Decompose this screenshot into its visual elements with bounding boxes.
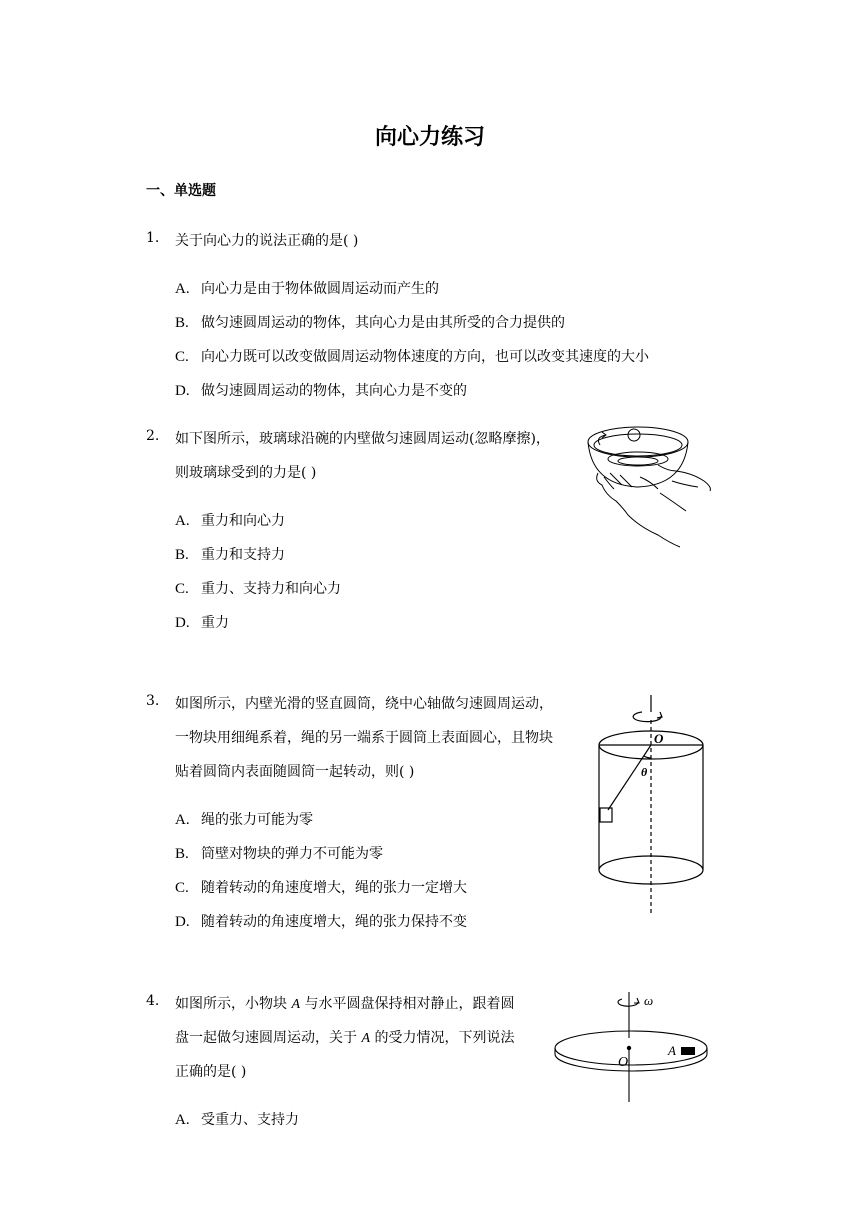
question-3-option-c[interactable]: C. 随着转动的角速度增大，绳的张力一定增大 [175,880,467,896]
cylinder-center-label: O [654,731,664,746]
question-2-option-c[interactable]: C. 重力、支持力和向心力 [175,581,341,597]
question-2-option-b[interactable]: B. 重力和支持力 [175,547,285,563]
question-3-option-a[interactable]: A. 绳的张力可能为零 [175,812,313,828]
question-2-stem-line-1: 如下图所示，玻璃球沿碗的内壁做匀速圆周运动(忽略摩擦)， [175,431,550,447]
question-1-option-b[interactable]: B. 做匀速圆周运动的物体，其向心力是由其所受的合力提供的 [175,315,565,331]
question-1-number: 1. [146,230,160,246]
question-1-option-d[interactable]: D. 做匀速圆周运动的物体，其向心力是不变的 [175,383,467,399]
question-3-option-d[interactable]: D. 随着转动的角速度增大，绳的张力保持不变 [175,914,467,930]
question-3-stem-line-3: 贴着圆筒内表面随圆筒一起转动，则( ) [175,764,415,780]
question-4-stem-line-2: 盘一起做匀速圆周运动，关于 A 的受力情况，下列说法 [175,1030,515,1046]
question-4-number: 4. [146,993,160,1009]
question-3-number: 3. [146,693,160,709]
bowl-hand-figure [580,415,720,550]
question-4-option-a[interactable]: A. 受重力、支持力 [175,1112,299,1128]
question-2-stem-line-2: 则玻璃球受到的力是( ) [175,465,317,481]
disk-figure [548,988,718,1103]
page-title: 向心力练习 [374,125,485,150]
question-3-option-b[interactable]: B. 筒壁对物块的弹力不可能为零 [175,846,383,862]
cylinder-figure [590,690,715,915]
question-4-stem-line-3: 正确的是( ) [175,1064,247,1080]
question-3-stem-line-1: 如图所示，内壁光滑的竖直圆筒，绕中心轴做匀速圆周运动， [175,696,553,712]
question-4-stem-line-1: 如图所示，小物块 A 与水平圆盘保持相对静止，跟着圆 [175,996,515,1012]
question-1-option-c[interactable]: C. 向心力既可以改变做圆周运动物体速度的方向，也可以改变其速度的大小 [175,349,649,365]
question-1-stem: 关于向心力的说法正确的是( ) [175,233,359,249]
question-2-number: 2. [146,428,160,444]
cylinder-angle-label: θ [641,765,648,779]
disk-omega-label: ω [644,993,654,1008]
question-2-option-d[interactable]: D. 重力 [175,615,229,631]
disk-center-label: O [618,1055,629,1070]
section-heading: 一、单选题 [146,183,216,199]
question-3-stem-line-2: 一物块用细绳系着，绳的另一端系于圆筒上表面圆心，且物块 [175,730,553,746]
question-2-option-a[interactable]: A. 重力和向心力 [175,513,285,529]
question-1-option-a[interactable]: A. 向心力是由于物体做圆周运动而产生的 [175,281,439,297]
disk-block-label: A [668,1043,676,1058]
